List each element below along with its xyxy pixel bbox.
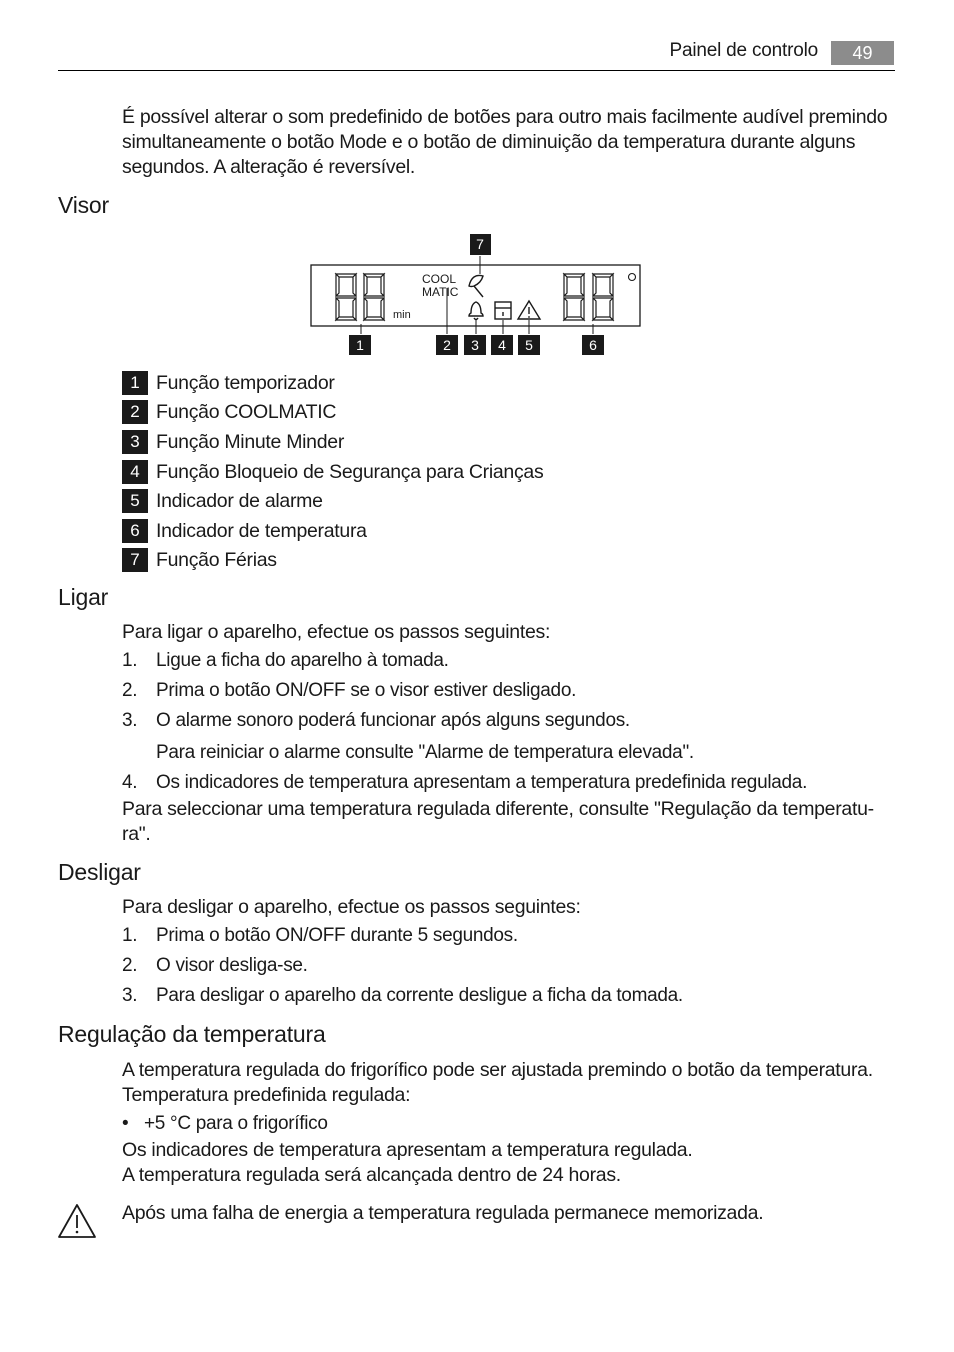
callout-box-1 [349,335,371,355]
legend-number: 6 [122,519,148,543]
legend-item [122,548,277,572]
warning-icon [57,1203,97,1239]
child-lock-icon [495,302,511,319]
warning-text: Após uma falha de energia a temperatura regulada permanece memorizada. [122,1202,764,1224]
ligar-outro-line: ra". [122,823,151,845]
list-item: 3. Para desligar o aparelho da corrente desligue a ficha da tomada. [122,985,683,1006]
degree-symbol [629,274,636,281]
legend-number: 4 [122,460,148,484]
callout-lines [361,256,593,334]
legend-item [122,400,336,424]
intro-line: simultaneamente o botão Mode e o botão de diminuição da temperatura durante alguns [122,131,856,153]
callout-box-6 [582,335,604,355]
bullet-mark: • [122,1113,129,1134]
legend-text: Função Bloqueio de Segurança para Crianças [156,460,544,483]
umbrella-icon [469,275,483,297]
list-item: 1. Prima o botão ON/OFF durante 5 segundos. [122,925,518,946]
callout-box-2 [436,335,458,355]
intro-line: É possível alterar o som predefinido de botões para outro mais facilmente audível premindo [122,106,888,128]
svg-text:6: 6 [589,337,597,353]
legend-item [122,371,335,395]
section-heading-visor: Visor [58,192,109,218]
list-item: 2. O visor desliga-se. [122,955,308,976]
callout-box-7 [470,234,491,255]
callout-box-4 [491,335,513,355]
regulacao-after-line: Os indicadores de temperatura apresentam a temperatura regulada. [122,1139,693,1161]
legend-text: Função temporizador [156,371,335,394]
temperature-digits [564,274,613,320]
display-panel [311,265,640,326]
legend-number: 3 [122,430,148,454]
legend-number: 1 [122,371,148,395]
bell-icon [469,302,483,320]
legend-number: 7 [122,548,148,572]
regulacao-after-line: A temperatura regulada será alcançada dentro de 24 horas. [122,1164,621,1186]
cool-label: COOL [422,272,457,286]
list-item: 1. Ligue a ficha do aparelho à tomada. [122,650,449,671]
list-item-note: Para reiniciar o alarme consulte "Alarme de temperatura elevada". [156,742,694,763]
legend-text: Função COOLMATIC [156,400,337,423]
ligar-intro: Para ligar o aparelho, efectue os passos seguintes: [122,621,551,643]
regulacao-line: A temperatura regulada do frigorífico pode ser ajustada premindo o botão da temperatura. [122,1059,873,1081]
legend-text: Indicador de temperatura [156,519,367,542]
legend-item [122,519,367,543]
matic-label: MATIC [422,285,459,299]
legend-number: 5 [122,489,148,513]
section-heading-ligar: Ligar [58,584,109,610]
page-number: 49 [831,41,894,65]
svg-text:5: 5 [525,337,533,353]
legend-number: 2 [122,400,148,424]
list-item: 4. Os indicadores de temperatura apresentam a temperatura predefinida regulada. [122,772,808,793]
bullet-item: • +5 °C para o frigorífico [122,1113,328,1134]
svg-text:7: 7 [476,236,484,252]
legend-text: Indicador de alarme [156,489,323,512]
display-diagram [300,228,650,360]
list-item: 3. O alarme sonoro poderá funcionar após alguns segundos. [122,710,630,731]
desligar-intro: Para desligar o aparelho, efectue os passos seguintes: [122,896,581,918]
ligar-outro-line: Para seleccionar uma temperatura regulada diferente, consulte "Regulação da temperatu- [122,798,874,820]
header-rule [58,70,895,71]
list-item: 2. Prima o botão ON/OFF se o visor estiver desligado. [122,680,577,701]
min-label: min [393,309,411,321]
svg-text:3: 3 [471,337,479,353]
section-heading-desligar: Desligar [58,859,141,885]
svg-text:4: 4 [498,337,506,353]
callout-box-3 [464,335,486,355]
section-heading-regulacao: Regulação da temperatura [58,1021,326,1047]
svg-text:2: 2 [443,337,451,353]
timer-digits [336,274,384,320]
legend-item [122,489,323,513]
callout-box-5 [518,335,540,355]
regulacao-line: Temperatura predefinida regulada: [122,1084,411,1106]
intro-line: segundos. A alteração é reversível. [122,156,416,178]
svg-text:1: 1 [356,337,364,353]
legend-item [122,430,344,454]
legend-text: Função Férias [156,548,277,571]
legend-item [122,460,543,484]
running-header-title: Painel de controlo [669,40,818,61]
legend-text: Função Minute Minder [156,430,345,453]
